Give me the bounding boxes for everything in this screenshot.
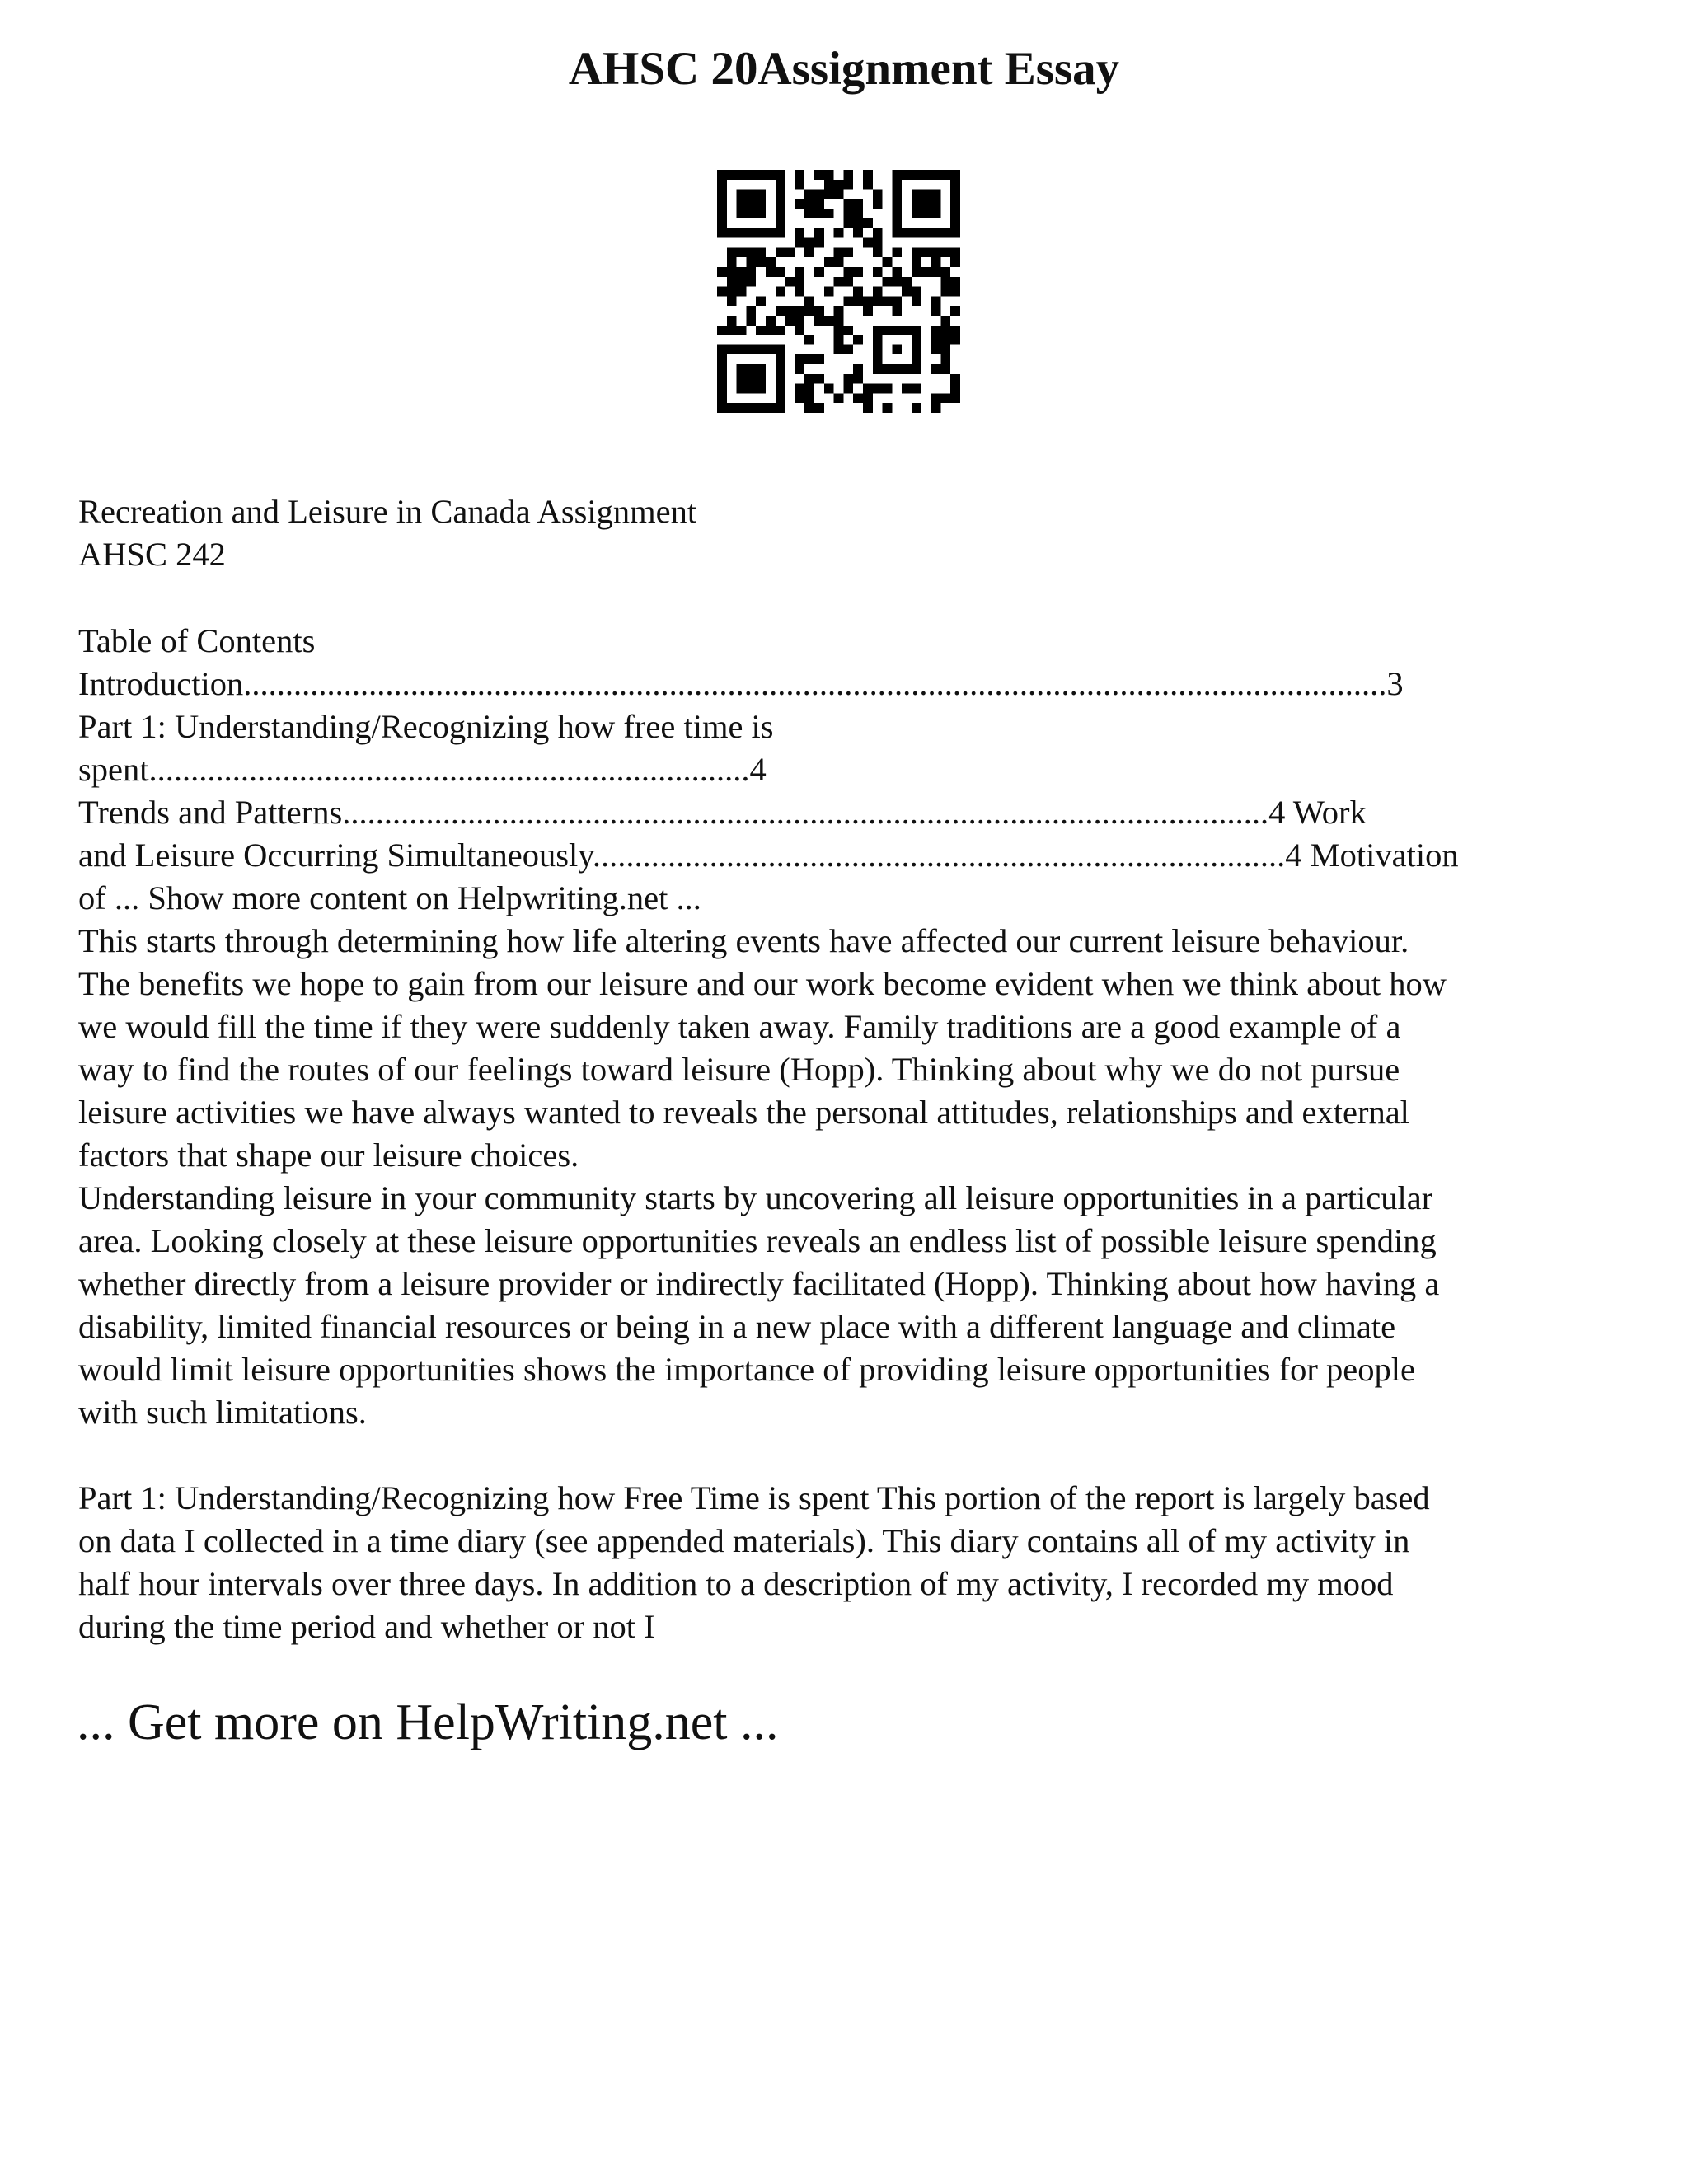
course-code: AHSC 242 (78, 536, 226, 573)
qr-code[interactable] (717, 170, 960, 413)
toc-line: Introduction.........................................................................................................................................3 (78, 665, 1404, 702)
paragraph-line: we would fill the time if they were suddenly taken away. Family traditions are a good example of a (78, 1008, 1401, 1045)
toc-heading: Table of Contents (78, 622, 316, 659)
toc-line: Trends and Patterns...............................................................................................................4 Work (78, 794, 1367, 831)
page-title: AHSC 20Assignment Essay (568, 43, 1120, 95)
paragraph-line: on data I collected in a time diary (see appended materials). This diary contains all of my activity in (78, 1522, 1410, 1559)
paragraph-line: half hour intervals over three days. In addition to a description of my activity, I recorded my mood (78, 1565, 1394, 1602)
paragraph-line: would limit leisure opportunities shows the importance of providing leisure opportunities for people (78, 1351, 1415, 1388)
toc-line: and Leisure Occurring Simultaneously...................................................................................4 Motivation (78, 837, 1459, 874)
paragraph-line: during the time period and whether or not I (78, 1608, 655, 1645)
paragraph-line: Understanding leisure in your community starts by uncovering all leisure opportunities in a particular (78, 1179, 1433, 1216)
paragraph-line: The benefits we hope to gain from our leisure and our work become evident when we think about how (78, 965, 1447, 1002)
toc-line: Part 1: Understanding/Recognizing how free time is (78, 708, 774, 745)
paragraph-line: with such limitations. (78, 1394, 367, 1431)
paragraph-line: Part 1: Understanding/Recognizing how Free Time is spent This portion of the report is largely based (78, 1479, 1430, 1516)
toc-line: spent........................................................................4 (78, 751, 767, 788)
assignment-title: Recreation and Leisure in Canada Assignment (78, 493, 697, 530)
paragraph-line: way to find the routes of our feelings toward leisure (Hopp). Thinking about why we do not pursue (78, 1051, 1400, 1088)
paragraph-line: factors that shape our leisure choices. (78, 1137, 579, 1174)
paragraph-line: This starts through determining how life altering events have affected our current leisure behaviour. (78, 922, 1409, 959)
paragraph-line: area. Looking closely at these leisure opportunities reveals an endless list of possible leisure spending (78, 1222, 1437, 1259)
paragraph-line: whether directly from a leisure provider or indirectly facilitated (Hopp). Thinking about how having a (78, 1265, 1440, 1302)
get-more-link[interactable]: ... Get more on HelpWriting.net ... (77, 1694, 779, 1750)
toc-line: of ... Show more content on Helpwriting.net ... (78, 879, 701, 916)
paragraph-line: leisure activities we have always wanted to reveals the personal attitudes, relationships and external (78, 1094, 1409, 1131)
paragraph-line: disability, limited financial resources or being in a new place with a different language and climate (78, 1308, 1396, 1345)
